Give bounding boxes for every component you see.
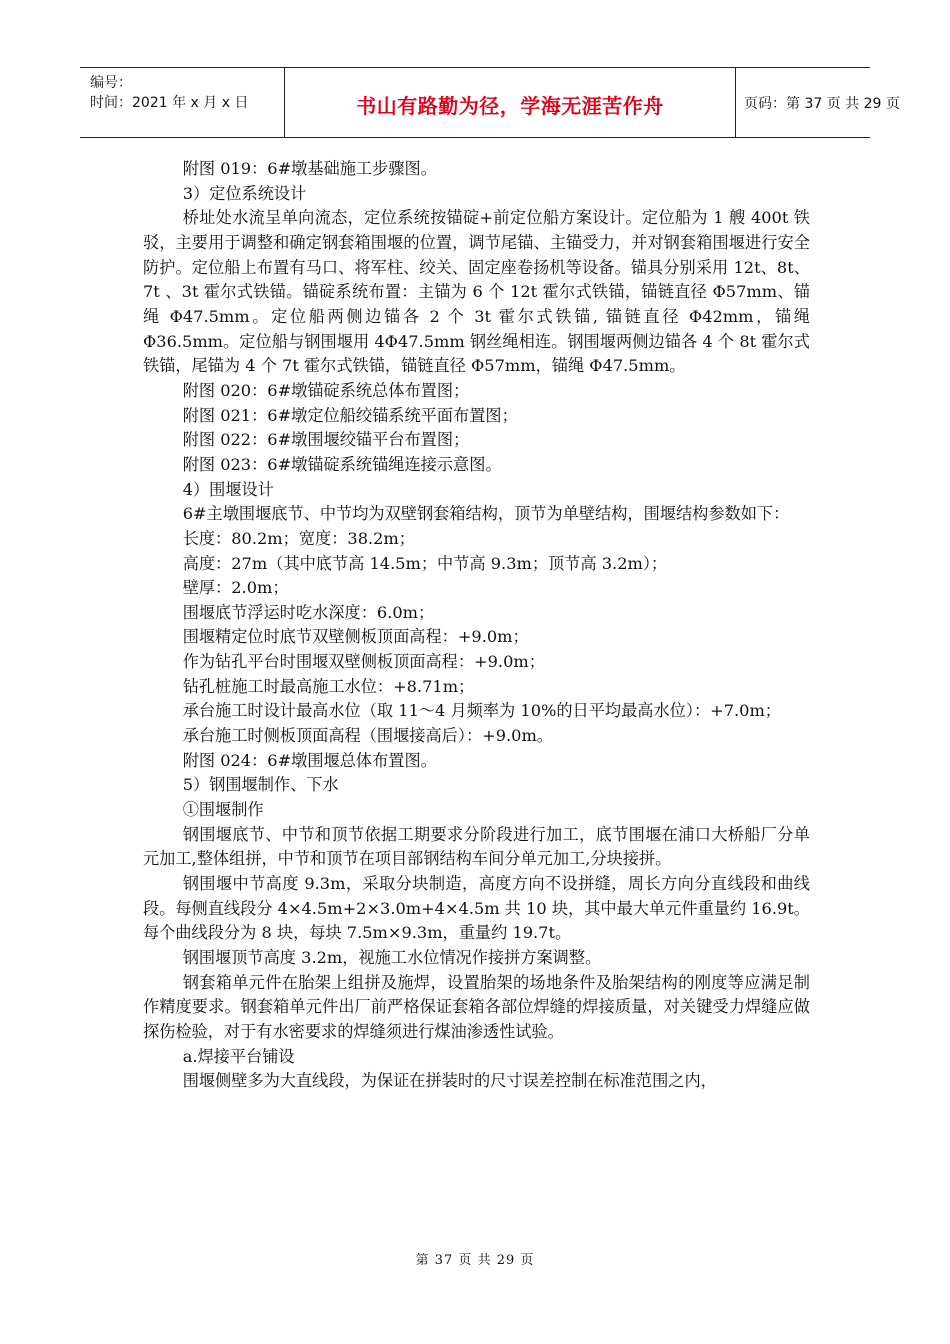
body-paragraph: 附图 024：6#墩围堰总体布置图。 bbox=[182, 750, 437, 770]
header-info-cell bbox=[80, 68, 285, 137]
body-paragraph: a.焊接平台铺设 bbox=[182, 1046, 295, 1066]
body-paragraph: 围堰精定位时底节双壁侧板顶面高程：+9.0m； bbox=[182, 627, 529, 647]
page-footer: 第 37 页 共 29 页 bbox=[415, 1253, 535, 1268]
body-paragraph: 附图 019：6#墩基础施工步骤图。 bbox=[182, 159, 437, 178]
body-paragraph: 附图 020：6#墩锚碇系统总体布置图； bbox=[182, 380, 470, 400]
body-paragraph: 承台施工时设计最高水位（取 11～4 月频率为 10%的日平均最高水位）：+7.0m； bbox=[182, 701, 781, 721]
body-paragraph: 钢围堰底节、中节和顶节依据工期要求分阶段进行加工，底节围堰在浦口大桥船厂分单元加工,整体组拼，中节和顶节在项目部钢结构车间分单元加工,分块接拼。 bbox=[143, 824, 810, 869]
body-paragraph: 长度：80.2m；宽度：38.2m； bbox=[182, 528, 415, 548]
body-paragraph: 钢围堰顶节高度 3.2m，视施工水位情况作接拼方案调整。 bbox=[182, 948, 602, 967]
body-paragraph: 围堰侧壁多为大直线段，为保证在拼装时的尺寸误差控制在标准范围之内， bbox=[182, 1071, 717, 1091]
header-page-cell bbox=[736, 68, 900, 137]
body-paragraph: 桥址处水流呈单向流态，定位系统按锚碇+前定位船方案设计。定位船为 1 艘 400t 铁驳，主要用于调整和确定钢套箱围堰的位置，调节尾锚、主锚受力，并对钢套箱围堰进行安全防护。定位船上布置有马口、将军柱、绞关、固定座卷扬机等设备。锚具分别采用 12t、8t、7t 、3t 霍尔式铁锚。锚碇系统布置：主锚为 6 个 12t 霍尔式铁锚，锚链直径 Φ57mm、锚绳 Φ47.5mm。定位船两侧边锚各 2 个 3t 霍尔式铁锚, 锚链直径 Φ42mm，锚绳 Φ36.5mm。定位船与钢围堰用 4Φ47.5mm 钢丝绳相连。钢围堰两侧边锚各 4 个 8t 霍尔式铁锚，尾锚为 4 个 7t 霍尔式铁锚，锚链直径 Φ57mm，锚绳 Φ47.5mm。 bbox=[143, 208, 810, 376]
body-paragraph: 附图 021：6#墩定位船绞锚系统平面布置图； bbox=[182, 405, 518, 425]
date-label: 时间：2021 年 x 月 x 日 bbox=[90, 95, 249, 111]
number-label: 编号： bbox=[90, 75, 132, 91]
body-paragraph: 3）定位系统设计 bbox=[182, 183, 307, 203]
body-paragraph: ①围堰制作 bbox=[182, 800, 264, 820]
document-header bbox=[80, 67, 900, 138]
header-motto-cell bbox=[285, 68, 736, 137]
body-paragraph: 4）围堰设计 bbox=[182, 479, 274, 499]
body-paragraph: 作为钻孔平台时围堰双壁侧板顶面高程：+9.0m； bbox=[182, 652, 545, 672]
body-paragraph: 附图 023：6#墩锚碇系统锚绳连接示意图。 bbox=[182, 454, 502, 474]
body-paragraph: 承台施工时侧板顶面高程（围堰接高后）：+9.0m。 bbox=[182, 726, 553, 746]
document-body bbox=[143, 157, 810, 1094]
body-paragraph: 钻孔桩施工时最高施工水位：+8.71m； bbox=[182, 676, 475, 696]
body-paragraph: 钢套箱单元件在胎架上组拼及施焊，设置胎架的场地条件及胎架结构的刚度等应满足制作精度要求。钢套箱单元件出厂前严格保证套箱各部位焊缝的焊接质量，对关键受力焊缝应做探伤检验，对于有水密要求的焊缝须进行煤油渗透性试验。 bbox=[143, 972, 810, 1041]
body-paragraph: 5）钢围堰制作、下水 bbox=[182, 775, 339, 795]
body-paragraph: 围堰底节浮运时吃水深度：6.0m； bbox=[182, 602, 435, 622]
motto-text: 书山有路勤为径，学海无涯苦作舟 bbox=[356, 94, 664, 118]
body-paragraph: 高度：27m（其中底节高 14.5m；中节高 9.3m；顶节高 3.2m）； bbox=[182, 553, 668, 573]
body-paragraph: 6#主墩围堰底节、中节均为双壁钢套箱结构，顶节为单壁结构，围堰结构参数如下： bbox=[182, 504, 790, 524]
page-number-label: 页码：第 37 页 共 29 页 bbox=[744, 96, 900, 112]
body-paragraph: 附图 022：6#墩围堰绞锚平台布置图； bbox=[182, 430, 470, 450]
body-paragraph: 壁厚：2.0m； bbox=[182, 578, 289, 598]
body-paragraph: 钢围堰中节高度 9.3m，采取分块制造，高度方向不设拼缝，周长方向分直线段和曲线段。每侧直线段分 4×4.5m+2×3.0m+4×4.5m 共 10 块，其中最大单元件重量约 16.9t。每个曲线段分为 8 块，每块 7.5m×9.3m，重量约 19.7t。 bbox=[143, 874, 810, 943]
